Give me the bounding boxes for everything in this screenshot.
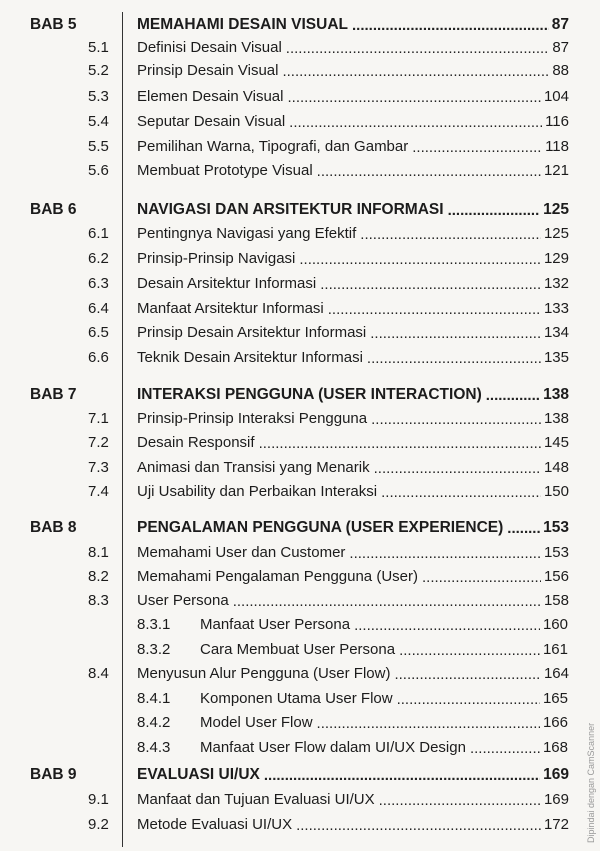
toc-section-entry xyxy=(0,479,600,501)
toc-entry-line xyxy=(137,515,569,537)
toc-chapter-entry xyxy=(0,197,600,219)
toc-page-number: 88 xyxy=(552,62,569,79)
toc-number: BAB 5 xyxy=(30,16,77,33)
toc-section-entry xyxy=(0,812,600,834)
toc-page-number: 104 xyxy=(543,88,569,105)
toc-entry-line xyxy=(137,109,569,131)
toc-page-number: 160 xyxy=(542,616,568,633)
toc-number: 7.2 xyxy=(88,434,109,451)
toc-entry-line xyxy=(137,455,569,477)
toc-number: 5.6 xyxy=(88,162,109,179)
toc-entry-line xyxy=(137,84,569,106)
toc-section-entry xyxy=(0,406,600,428)
toc-title: Prinsip-Prinsip Navigasi xyxy=(137,250,296,267)
toc-title: Memahami Pengalaman Pengguna (User) xyxy=(137,568,418,585)
toc-entry-line xyxy=(137,430,569,452)
toc-number: 8.4 xyxy=(88,665,109,682)
toc-number: 6.1 xyxy=(88,225,109,242)
toc-entry-line xyxy=(137,58,569,80)
dot-leader xyxy=(381,485,541,501)
toc-title: Manfaat Arsitektur Informasi xyxy=(137,300,324,317)
toc-title: Animasi dan Transisi yang Menarik xyxy=(137,459,370,476)
toc-title: Prinsip-Prinsip Interaksi Pengguna xyxy=(137,410,368,427)
toc-entry-line xyxy=(137,296,569,318)
toc-number: BAB 9 xyxy=(30,766,77,783)
toc-subsection-entry xyxy=(0,637,600,659)
toc-entry-line xyxy=(200,612,568,634)
toc-section-entry xyxy=(0,588,600,610)
toc-title: Uji Usability dan Perbaikan Interaksi xyxy=(137,483,378,500)
toc-number: 8.4.3 xyxy=(137,739,171,756)
toc-entry-line xyxy=(137,246,569,268)
toc-title: Seputar Desain Visual xyxy=(137,113,286,130)
toc-number: 6.5 xyxy=(88,324,109,341)
toc-entry-line xyxy=(137,197,569,219)
toc-section-entry xyxy=(0,661,600,683)
toc-title: Prinsip Desain Arsitektur Informasi xyxy=(137,324,367,341)
toc-number: 6.2 xyxy=(88,250,109,267)
toc-chapter-entry xyxy=(0,12,600,34)
dot-leader xyxy=(264,768,540,784)
toc-page-number: 153 xyxy=(543,519,569,536)
toc-chapter-entry xyxy=(0,762,600,784)
scanner-watermark: Dipindai dengan CamScanner xyxy=(586,722,596,843)
toc-entry-line xyxy=(137,271,569,293)
toc-title: Teknik Desain Arsitektur Informasi xyxy=(137,349,363,366)
dot-leader xyxy=(299,252,541,268)
dot-leader xyxy=(470,741,540,757)
toc-entry-line xyxy=(137,35,569,57)
toc-page-number: 153 xyxy=(543,544,569,561)
toc-entry-line xyxy=(137,564,569,586)
toc-page-number: 87 xyxy=(551,16,569,33)
toc-number: 8.4.1 xyxy=(137,690,171,707)
toc-number: BAB 7 xyxy=(30,386,77,403)
toc-number: 5.3 xyxy=(88,88,109,105)
toc-section-entry xyxy=(0,345,600,367)
toc-entry-line xyxy=(137,345,569,367)
toc-number: 8.4.2 xyxy=(137,714,171,731)
toc-section-entry xyxy=(0,84,600,106)
dot-leader xyxy=(360,227,541,243)
toc-number: 9.1 xyxy=(88,791,109,808)
toc-section-entry xyxy=(0,35,600,57)
dot-leader xyxy=(422,570,541,586)
toc-entry-line xyxy=(137,661,569,683)
dot-leader xyxy=(317,716,540,732)
toc-subsection-entry xyxy=(0,735,600,757)
toc-title: Pemilihan Warna, Tipografi, dan Gambar xyxy=(137,138,409,155)
toc-title: Desain Responsif xyxy=(137,434,255,451)
toc-page-number: 169 xyxy=(543,766,569,783)
toc-page-number: 145 xyxy=(543,434,569,451)
toc-page-number: 172 xyxy=(543,816,569,833)
toc-section-entry xyxy=(0,320,600,342)
toc-entry-line xyxy=(137,787,569,809)
toc-section-entry xyxy=(0,455,600,477)
toc-page-number: 121 xyxy=(543,162,569,179)
toc-entry-line xyxy=(200,686,568,708)
toc-section-entry xyxy=(0,540,600,562)
toc-section-entry xyxy=(0,134,600,156)
toc-title: Manfaat User Persona xyxy=(200,616,351,633)
toc-title: Metode Evaluasi UI/UX xyxy=(137,816,293,833)
toc-title: Model User Flow xyxy=(200,714,313,731)
dot-leader xyxy=(259,436,541,452)
toc-entry-line xyxy=(200,710,568,732)
toc-section-entry xyxy=(0,296,600,318)
toc-title: EVALUASI UI/UX xyxy=(137,766,260,783)
toc-title: PENGALAMAN PENGGUNA (USER EXPERIENCE) xyxy=(137,519,504,536)
dot-leader xyxy=(354,618,540,634)
dot-leader xyxy=(352,18,549,34)
toc-number: BAB 6 xyxy=(30,201,77,218)
dot-leader xyxy=(507,521,540,537)
dot-leader xyxy=(448,203,541,219)
toc-section-entry xyxy=(0,271,600,293)
toc-number: BAB 8 xyxy=(30,519,77,536)
toc-page-number: 168 xyxy=(542,739,568,756)
toc-entry-line xyxy=(137,134,569,156)
toc-page-number: 164 xyxy=(543,665,569,682)
dot-leader xyxy=(379,793,541,809)
toc-section-entry xyxy=(0,564,600,586)
toc-entry-line xyxy=(137,320,569,342)
toc-number: 8.1 xyxy=(88,544,109,561)
dot-leader xyxy=(286,41,550,57)
toc-page-number: 125 xyxy=(543,201,569,218)
dot-leader xyxy=(289,115,542,131)
toc-page-number: 134 xyxy=(543,324,569,341)
toc-title: Memahami User dan Customer xyxy=(137,544,346,561)
toc-entry-line xyxy=(137,762,569,784)
toc-subsection-entry xyxy=(0,710,600,732)
toc-section-entry xyxy=(0,58,600,80)
toc-number: 8.2 xyxy=(88,568,109,585)
toc-number: 9.2 xyxy=(88,816,109,833)
dot-leader xyxy=(371,412,541,428)
toc-title: Definisi Desain Visual xyxy=(137,39,282,56)
toc-number: 7.3 xyxy=(88,459,109,476)
toc-entry-line xyxy=(200,735,568,757)
toc-page-number: 150 xyxy=(543,483,569,500)
toc-chapter-entry xyxy=(0,382,600,404)
toc-page-number: 132 xyxy=(543,275,569,292)
dot-leader xyxy=(394,667,541,683)
toc-page-number: 133 xyxy=(543,300,569,317)
toc-entry-line xyxy=(137,158,569,180)
toc-page-number: 165 xyxy=(542,690,568,707)
dot-leader xyxy=(296,818,541,834)
toc-page-number: 116 xyxy=(545,113,569,130)
toc-title: User Persona xyxy=(137,592,229,609)
toc-page-number: 87 xyxy=(552,39,569,56)
toc-page-number: 125 xyxy=(543,225,569,242)
toc-entry-line xyxy=(137,12,569,34)
toc-number: 8.3.1 xyxy=(137,616,171,633)
toc-number: 8.3.2 xyxy=(137,641,171,658)
toc-title: Cara Membuat User Persona xyxy=(200,641,396,658)
toc-title: Elemen Desain Visual xyxy=(137,88,284,105)
toc-title: Menyusun Alur Pengguna (User Flow) xyxy=(137,665,391,682)
toc-section-entry xyxy=(0,430,600,452)
toc-number: 5.4 xyxy=(88,113,109,130)
toc-entry-line xyxy=(137,588,569,610)
dot-leader xyxy=(412,140,542,156)
toc-title: Desain Arsitektur Informasi xyxy=(137,275,317,292)
toc-section-entry xyxy=(0,109,600,131)
toc-title: MEMAHAMI DESAIN VISUAL xyxy=(137,16,348,33)
toc-section-entry xyxy=(0,221,600,243)
toc-page-number: 138 xyxy=(543,386,569,403)
toc-title: Manfaat dan Tujuan Evaluasi UI/UX xyxy=(137,791,375,808)
toc-entry-line xyxy=(137,812,569,834)
toc-page-number: 148 xyxy=(543,459,569,476)
toc-title: INTERAKSI PENGGUNA (USER INTERACTION) xyxy=(137,386,482,403)
toc-number: 5.5 xyxy=(88,138,109,155)
dot-leader xyxy=(486,388,540,404)
toc-number: 6.3 xyxy=(88,275,109,292)
toc-number: 8.3 xyxy=(88,592,109,609)
toc-number: 5.2 xyxy=(88,62,109,79)
toc-number: 6.4 xyxy=(88,300,109,317)
toc-number: 7.4 xyxy=(88,483,109,500)
dot-leader xyxy=(349,546,541,562)
toc-title: Prinsip Desain Visual xyxy=(137,62,279,79)
toc-title: Membuat Prototype Visual xyxy=(137,162,313,179)
toc-entry-line xyxy=(137,382,569,404)
toc-entry-line xyxy=(137,479,569,501)
dot-leader xyxy=(397,692,540,708)
toc-page-number: 169 xyxy=(543,791,569,808)
toc-page-number: 156 xyxy=(543,568,569,585)
dot-leader xyxy=(317,164,541,180)
toc-page-number: 135 xyxy=(543,349,569,366)
toc-entry-line xyxy=(200,637,568,659)
dot-leader xyxy=(370,326,541,342)
dot-leader xyxy=(320,277,541,293)
dot-leader xyxy=(374,461,541,477)
toc-title: Komponen Utama User Flow xyxy=(200,690,393,707)
toc-chapter-entry xyxy=(0,515,600,537)
toc-section-entry xyxy=(0,787,600,809)
toc-entry-line xyxy=(137,406,569,428)
toc-number: 7.1 xyxy=(88,410,109,427)
toc-number: 5.1 xyxy=(88,39,109,56)
dot-leader xyxy=(287,90,540,106)
toc-page-number: 158 xyxy=(543,592,569,609)
toc-subsection-entry xyxy=(0,612,600,634)
toc-title: NAVIGASI DAN ARSITEKTUR INFORMASI xyxy=(137,201,444,218)
dot-leader xyxy=(282,64,549,80)
toc-entry-line xyxy=(137,221,569,243)
toc-section-entry xyxy=(0,158,600,180)
toc-page-number: 129 xyxy=(543,250,569,267)
toc-number: 6.6 xyxy=(88,349,109,366)
toc-page-number: 166 xyxy=(542,714,568,731)
toc-subsection-entry xyxy=(0,686,600,708)
dot-leader xyxy=(399,643,540,659)
dot-leader xyxy=(328,302,541,318)
toc-entry-line xyxy=(137,540,569,562)
dot-leader xyxy=(367,351,541,367)
toc-page-number: 138 xyxy=(543,410,569,427)
toc-page-number: 118 xyxy=(545,138,569,155)
toc-title: Manfaat User Flow dalam UI/UX Design xyxy=(200,739,466,756)
toc-section-entry xyxy=(0,246,600,268)
toc-page-number: 161 xyxy=(542,641,568,658)
toc-title: Pentingnya Navigasi yang Efektif xyxy=(137,225,357,242)
dot-leader xyxy=(233,594,541,610)
